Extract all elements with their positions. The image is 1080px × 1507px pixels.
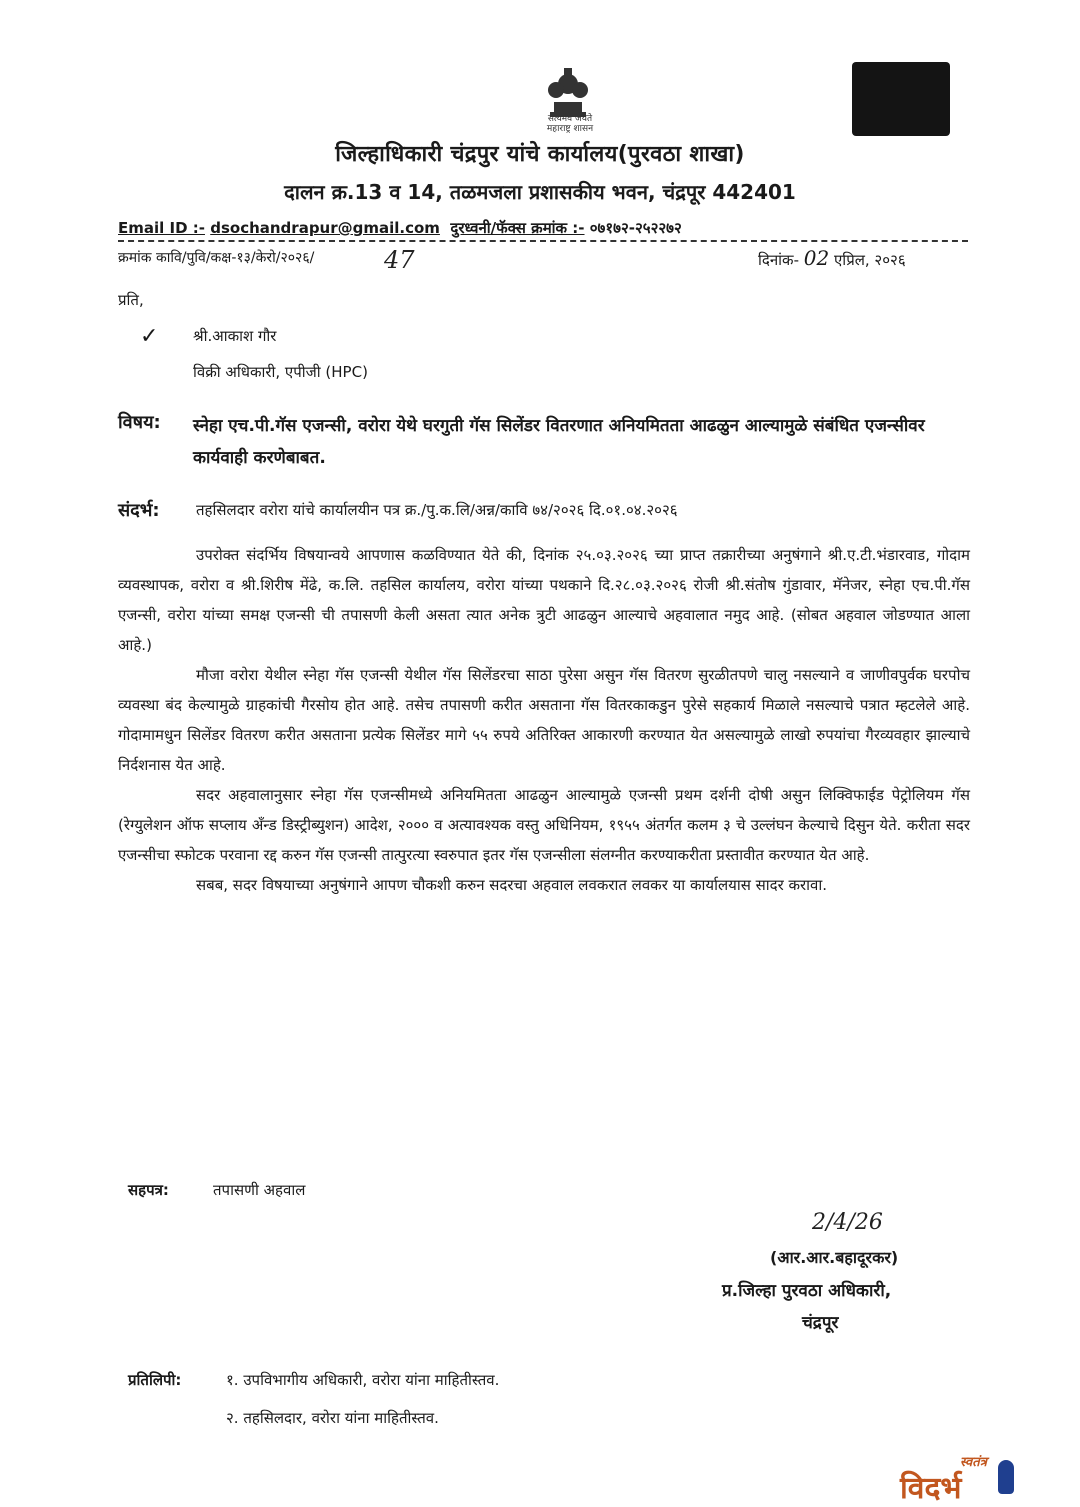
signatory-name: (आर.आर.बहादूरकर) xyxy=(770,1248,899,1267)
motto-line-1: सत्यमेव जयते xyxy=(547,114,593,124)
body-paragraph-3: सदर अहवालानुसार स्नेहा गॅस एजन्सीमध्ये अनियमितता आढळुन आल्यामुळे एजन्सी प्रथम दर्शनी दोषी असुन लिक्विफाईड पेट्रोलियम गॅस (रेग्युलेशन ऑफ सप्लाय अँन्ड डिस्ट्रीब्युशन) आदेश, २००० व अत्यावश्यक वस्तु अधिनियम, १९५५ अंतर्गत कलम ३ चे उल्लंघन केल्याचे दिसुन येते. करीता सदर एजन्सीचा स्फोटक परवाना रद्द करुन गॅस एजन्सी तात्पुरत्या स्वरुपात इतर गॅस एजन्सीला संलग्नीत करण्याकरीता प्रस्तावीत करण्यात येत आहे. xyxy=(118,786,970,864)
recipient-name: श्री.आकाश गौर xyxy=(193,327,277,345)
sandarbh-label: संदर्भ: xyxy=(118,500,160,521)
phone-label: दुरध्वनी/फॅक्स क्रमांक :- xyxy=(450,219,585,237)
signatory-place: चंद्रपूर xyxy=(802,1313,839,1333)
phone-number: ०७१७२-२५२२७२ xyxy=(589,219,682,237)
sandarbh-text: तहसिलदार वरोरा यांचे कार्यालयीन पत्र क्र./पु.क.लि/अन्न/कावि ७४/२०२६ दि.०१.०४.२०२६ xyxy=(196,501,678,519)
body-paragraph-2: मौजा वरोरा येथील स्नेहा गॅस एजन्सी येथील गॅस सिलेंडरचा साठा पुरेसा असुन गॅस वितरण सुरळीतपणे चालु नसल्याने व जाणीवपुर्वक घरपोच व्यवस्था बंद केल्यामुळे ग्राहकांची गैरसोय होत आहे. तसेच तपासणी करीत असताना गॅस वितरकाकडुन पुरेसे सहकार्य मिळाले नसल्याचे पत्रात म्हटलेले आहे. गोदामामधुन सिलेंडर वितरण करीत असताना प्रत्येक सिलेंडर मागे ५५ रुपये अतिरिक्त आकारणी करण्यात येत असल्यामुळे लाखो रुपयांचा गैरव्यवहार झाल्याचे निर्दशनास येत आहे. xyxy=(118,666,970,774)
motto-line-2: महाराष्ट्र शासन xyxy=(546,124,594,134)
reference-number-handwritten: 47 xyxy=(384,246,415,274)
email-address[interactable]: dsochandrapur@gmail.com xyxy=(210,219,440,237)
office-address: दालन क्र.13 व 14, तळमजला प्रशासकीय भवन, चंद्रपूर 442401 xyxy=(284,180,796,204)
copy-to-label: प्रतिलिपी: xyxy=(128,1371,182,1389)
letter-body xyxy=(118,540,970,900)
logo-top-text: स्वतंत्र xyxy=(960,1455,987,1470)
date-label: दिनांक- xyxy=(758,251,799,269)
logo-main-text: विदर्भ xyxy=(900,1471,962,1506)
microphone-icon xyxy=(998,1460,1014,1494)
salutation: प्रति, xyxy=(118,291,144,309)
signatory-designation: प्र.जिल्हा पुरवठा अधिकारी, xyxy=(722,1281,892,1301)
body-paragraph-4: सबब, सदर विषयाच्या अनुषंगाने आपण चौकशी करुन सदरचा अहवाल लवकरात लवकर या कार्यालयास सादर करावा. xyxy=(196,876,828,894)
date-rest: एप्रिल, २०२६ xyxy=(834,251,906,269)
date-handwritten: 02 xyxy=(803,246,830,270)
email-label: Email ID :- xyxy=(118,219,205,237)
stamp-image xyxy=(852,62,950,136)
contact-line xyxy=(118,218,968,242)
emblem-motto xyxy=(500,114,640,134)
body-paragraph-1: उपरोक्त संदर्भिय विषयान्वये आपणास कळविण्यात येते की, दिनांक २५.०३.२०२६ च्या प्राप्त तक्रारीच्या अनुषंगाने श्री.ए.टी.भंडारवाड, गोदाम व्यवस्थापक, वरोरा व श्री.शिरीष मेंढे, क.लि. तहसिल कार्यालय, वरोरा यांच्या पथकाने दि.२८.०३.२०२६ रोजी श्री.संतोष गुंडावार, मॅनेजर, स्नेहा एच.पी.गॅस एजन्सी, वरोरा यांच्या समक्ष एजन्सी ची तपासणी केली असता त्यात अनेक त्रुटी आढळुन आल्याचे अहवालात नमुद आहे. (सोबत अहवाल जोडण्यात आला आहे.) xyxy=(118,546,970,654)
subject-label: विषय: xyxy=(118,412,161,433)
copy-to-item: १. उपविभागीय अधिकारी, वरोरा यांना माहितीस्तव. xyxy=(226,1371,500,1389)
letter-date xyxy=(758,246,906,270)
checkmark-icon: ✓ xyxy=(140,324,159,349)
subject-text: स्नेहा एच.पी.गॅस एजन्सी, वरोरा येथे घरगुती गॅस सिलेंडर वितरणात अनियमितता आढळुन आल्यामुळे संबंधित एजन्सीवर कार्यवाही करणेबाबत. xyxy=(193,416,925,468)
reference-number: क्रमांक कावि/पुवि/कक्ष-१३/केरो/२०२६/ xyxy=(118,250,315,266)
enclosure-label: सहपत्र: xyxy=(128,1181,169,1199)
signature-handwritten: 2/4/26 xyxy=(812,1210,883,1235)
enclosure-text: तपासणी अहवाल xyxy=(213,1181,306,1199)
copy-to-item: २. तहसिलदार, वरोरा यांना माहितीस्तव. xyxy=(226,1409,439,1427)
office-title: जिल्हाधिकारी चंद्रपुर यांचे कार्यालय(पुरवठा शाखा) xyxy=(335,142,745,167)
recipient-designation: विक्री अधिकारी, एपीजी (HPC) xyxy=(193,363,368,381)
